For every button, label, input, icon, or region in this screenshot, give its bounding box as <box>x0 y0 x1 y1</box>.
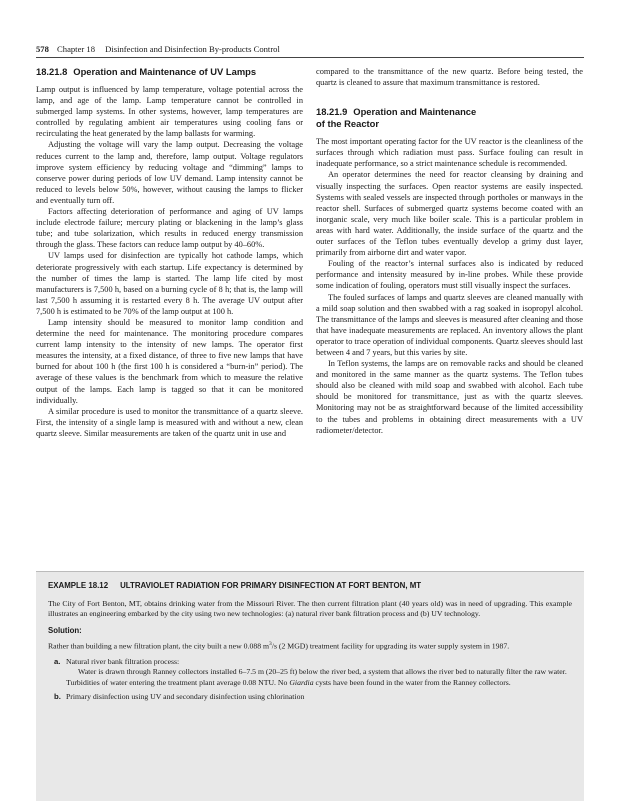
section-title: Operation and Maintenance of UV Lamps <box>73 66 257 77</box>
example-box <box>36 571 584 801</box>
paragraph: Adjusting the voltage will vary the lamp output. Decreasing the voltage reduces current to the lamp and, therefore, lamp output. Voltage regulators improve system efficiency by reducing voltage and “dimming” lamps to conserve power during periods of low UV demand. Lamp intensity cannot be reduced to levels below 50%, however, without causing the lamps to flicker and eventually turn off. <box>36 140 303 205</box>
left-column <box>36 66 303 439</box>
solution-heading: Solution: <box>48 625 82 635</box>
paragraph: Factors affecting deterioration of performance and aging of UV lamps include electrode failure; mercury plating or blackening in the lamp’s glass tube; and tube solarization, which results in reduced energy transmission through the glass. These factors can reduce lamp output by 40–60%. <box>36 207 303 250</box>
paragraph: In Teflon systems, the lamps are on removable racks and should be cleaned and monitored in the same manner as the quartz systems. The Teflon tubes should also be cleaned with mild soap and swabbed with alcohol. Each tube should be monitored for transmittance, just as with the quartz sleeves. Monitoring may not be as straightforward because of the limited accessibility to the tubes and problems in obtaining direct measurements with a UV radiometer/detector. <box>316 359 583 435</box>
chapter-title: Disinfection and Disinfection By-products Control <box>105 44 280 54</box>
solution-item-b <box>48 692 572 703</box>
item-marker: a. <box>54 656 61 666</box>
paragraph: Lamp intensity should be measured to monitor lamp condition and determine the need for maintenance. The monitoring procedure compares current lamp intensity to the intensity of new lamps. The operator first measures the intensity, at a fixed distance, of three to five new lamps that have burned for about 100 h (the first 100 h is considered a “burn-in” period). The average of these values is the benchmark from which to measure the relative output of the lamps. Each lamp is tagged so that it can be monitored individually. <box>36 317 303 405</box>
paragraph: UV lamps used for disinfection are typically hot cathode lamps, which deteriorate progressively with each startup. Life expectancy is determined by the number of times the lamp is started. The lamp life cited by most manufacturers is 7,500 h, based on a burning cycle of 8 h; that is, the lamp will last 7,500 h assuming it is restarted every 8 h. The average UV output after 7,500 h is estimated to be 70% of the lamp output at 100 h. <box>36 251 303 316</box>
example-title-text: ULTRAVIOLET RADIATION FOR PRIMARY DISINFECTION AT FORT BENTON, MT <box>120 581 422 590</box>
section-heading-uv-lamps <box>36 66 303 78</box>
section-heading-reactor <box>316 106 583 130</box>
section-number: 18.21.8 <box>36 66 68 77</box>
example-title <box>48 581 572 592</box>
paragraph: A similar procedure is used to monitor the transmittance of a quartz sleeve. First, the intensity of a single lamp is measured with and without a new, clean quartz sleeve. Similar measurements are taken of the quartz unit in use and <box>36 406 303 438</box>
paragraph-continuation: compared to the transmittance of the new quartz. Before being tested, the quartz is cleaned to assure that maximum transmittance is restored. <box>316 67 583 88</box>
paragraph: The most important operating factor for the UV reactor is the cleanliness of the surfaces through which radiation must pass. Surface fouling can result in inadequate performance, so a strict maintenance schedule is recommended. <box>316 137 583 169</box>
chapter-label: Chapter 18 <box>57 44 95 54</box>
paragraph: Lamp output is influenced by lamp temperature, voltage potential across the lamp, and age of the lamp. Lamp temperature cannot be controlled in submerged lamp systems. In other systems, however, lamp temperatures are controlled by regulating ambient air temperatures using cooling fans or recirculating the heat generated by the lamp ballasts for warming. <box>36 85 303 139</box>
right-column <box>316 66 583 436</box>
item-text: Water is drawn through Ranney collectors installed 6–7.5 m (20–25 ft) below the river bed, a system that allows the river bed to naturally filter the raw water. Turbidities of water entering the treatment plant average 0.08 NTU. No Giardia cysts have been found in the water from the Ranney collectors. <box>66 667 567 687</box>
item-heading: Natural river bank filtration process: <box>66 656 180 666</box>
running-head <box>36 44 584 55</box>
solution-text: Rather than building a new filtration plant, the city built a new 0.088 $m^3/s$ (2 MGD) treatment facility for upgrading its water supply system in 1987. <box>48 641 510 651</box>
page-number: 578 <box>36 44 49 54</box>
item-marker: b. <box>54 692 61 702</box>
paragraph: The fouled surfaces of lamps and quartz sleeves are cleaned manually with a mild soap solution and then swabbed with a rag soaked in isopropyl alcohol. The transmittance of the lamps and sleeves is measured after cleaning and those that have inadequate measurements are replaced. An inventory allows the plant operator to trace operation of individual components. Quartz sleeves should last between 4 and 7 years, but this varies by site. <box>316 292 583 357</box>
example-intro: The City of Fort Benton, MT, obtains drinking water from the Missouri River. The then current filtration plant (40 years old) was in need of upgrading. This example illustrates an engineering embarked by the city using two new technologies: (a) natural river bank filtration process and (b) UV technology. <box>48 598 572 619</box>
solution-item-a <box>48 657 572 689</box>
section-title-line2: of the Reactor <box>316 118 380 130</box>
item-heading: Primary disinfection using UV and secondary disinfection using chlorination <box>66 692 305 702</box>
section-number: 18.21.9 <box>316 106 348 118</box>
header-rule <box>36 57 584 58</box>
example-label: EXAMPLE 18.12 <box>48 581 109 590</box>
paragraph: Fouling of the reactor’s internal surfaces also is indicated by reduced performance and intensity measured by in-line probes. While these provide some indication of fouling, operators must still visually inspect the surfaces. <box>316 259 583 291</box>
section-title-line1: Operation and Maintenance <box>353 106 477 118</box>
paragraph: An operator determines the need for reactor cleansing by draining and visually inspecting the surfaces. Open reactor systems are easily inspected. Systems with sealed vessels are inspected through portholes or manways in the reactor shell. Surfaces of submerged quartz systems become coated with an inorganic scale, very much like boiler scale. This is a particular problem in areas with hard water. Additionally, the inside surface of the quartz and the outer surfaces of the Teflon tubes eventually develop a grimy dust layer, primarily from airborne dirt and water vapor. <box>316 170 583 258</box>
